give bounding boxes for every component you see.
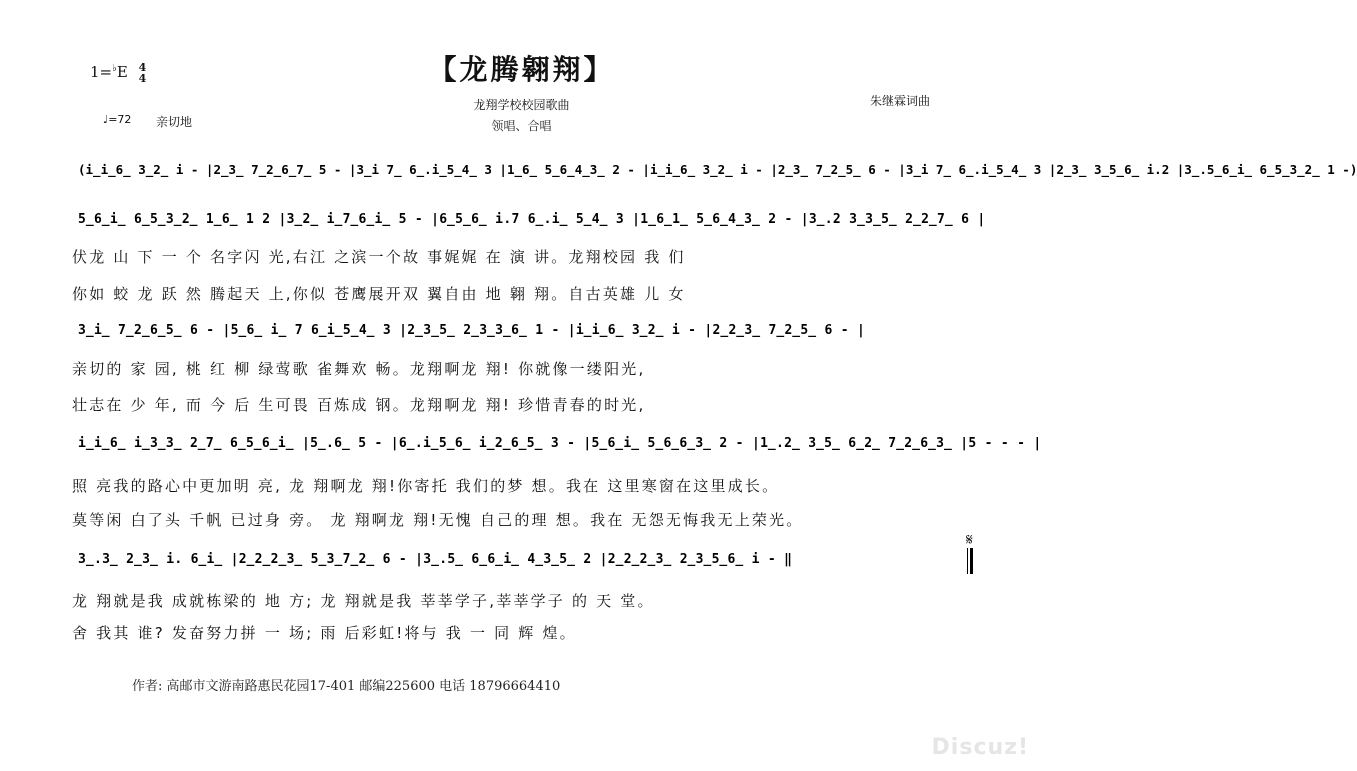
song-title: 【龙腾翱翔】 [428, 53, 615, 86]
flat-sign: ♭ [112, 63, 117, 74]
key-prefix: 1= [90, 63, 113, 81]
composer-credit: 朱继霖词曲 [870, 94, 931, 108]
tempo-marking: ♩=72 [103, 113, 132, 126]
lyrics-verse1-line3: 照 亮我的路心中更加明 亮, 龙 翔啊龙 翔!你寄托 我们的梦 想。我在 这里寒窗在这里成长。 [72, 477, 780, 495]
key-note: E [116, 63, 128, 81]
lyrics-verse1-line1: 伏龙 山 下 一 个 名字闪 光,右江 之滨一个故 事娓娓 在 演 讲。龙翔校园 我 们 [72, 248, 686, 266]
notation-row-3: 3̲i̲ 7̲2̲6̲5̲ 6 - |5̲6̲ i̲ 7 6̲i̲5̲4̲ 3 |2̲3̲5̲ 2̲3̲3̲6̲ 1 - |i̲i̲6̲ 3̲2̲ i - |2̲2̲3̲ 7̲2̲5̲ 6 - | [78, 323, 866, 338]
lyrics-verse2-line1: 你如 蛟 龙 跃 然 腾起天 上,你似 苍鹰展开双 翼自由 地 翱 翔。自古英雄 儿 女 [72, 285, 686, 303]
forum-watermark: Discuz! [931, 735, 1029, 760]
expression-marking: 亲切地 [156, 115, 193, 129]
time-top: 4 [138, 61, 147, 74]
final-barline [967, 548, 973, 574]
notation-row-2: 5̲6̲i̲ 6̲5̲3̲2̲ 1̲6̲ 1 2 |3̲2̲ i̲7̲6̲i̲ 5 - |6̲5̲6̲ i.7 6̲.i̲ 5̲4̲ 3 |1̲6̲1̲ 5̲6̲4̲3̲ 2 - |3̲.2 3̲3̲5̲ 2̲2̲7̲ 6 | [78, 212, 986, 227]
lyrics-verse1-line2: 亲切的 家 园, 桃 红 柳 绿莺歌 雀舞欢 畅。龙翔啊龙 翔! 你就像一缕阳光, [72, 360, 646, 378]
lyrics-verse2-line3: 莫等闲 白了头 千帆 已过身 旁。 龙 翔啊龙 翔!无愧 自己的理 想。我在 无怨无悔我无上荣光。 [72, 511, 804, 529]
performance-type: 领唱、合唱 [491, 119, 552, 133]
song-subtitle: 龙翔学校校园歌曲 [473, 98, 570, 112]
lyrics-verse1-line4: 龙 翔就是我 成就栋梁的 地 方; 龙 翔就是我 莘莘学子,莘莘学子 的 天 堂。 [72, 592, 655, 610]
time-bottom: 4 [138, 72, 147, 85]
segno-sign: 𝄋 [966, 530, 973, 549]
notation-row-5: 3̲.3̲ 2̲3̲ i. 6̲i̲ |2̲2̲2̲3̲ 5̲3̲7̲2̲ 6 - |3̲.5̲ 6̲6̲i̲ 4̲3̲5̲ 2 |2̲2̲2̲3̲ 2̲3̲5̲6̲ i - ‖ [78, 552, 793, 567]
notation-row-4: i̲i̲6̲ i̲3̲3̲ 2̲7̲ 6̲5̲6̲i̲ |5̲.6̲ 5 - |6̲.i̲5̲6̲ i̲2̲6̲5̲ 3 - |5̲6̲i̲ 5̲6̲6̲3̲ 2 - |1̲.2̲ 3̲5̲ 6̲2̲ 7̲2̲6̲3̲ |5 - - - | [78, 436, 1042, 451]
author-contact-info: 作者: 高邮市文游南路惠民花园17-401 邮编225600 电话 18796664410 [132, 679, 561, 694]
lyrics-verse2-line4: 舍 我其 谁? 发奋努力拼 一 场; 雨 后彩虹!将与 我 一 同 辉 煌。 [72, 624, 577, 642]
lyrics-verse2-line2: 壮志在 少 年, 而 今 后 生可畏 百炼成 钢。龙翔啊龙 翔! 珍惜青春的时光, [72, 396, 646, 414]
notation-row-intro: (i̲i̲6̲ 3̲2̲ i - |2̲3̲ 7̲2̲6̲7̲ 5 - |3̲i 7̲ 6̲.i̲5̲4̲ 3 |1̲6̲ 5̲6̲4̲3̲ 2 - |i̲i̲6̲ 3̲2̲ i - |2̲3̲ 7̲2̲5̲ 6 - |3̲i 7̲ 6̲.i̲5̲4̲ 3 |2̲3̲ 3̲5̲6̲ i.2 |3̲.5̲6̲i̲ 6̲5̲3̲2̲ 1 -) [78, 162, 1357, 177]
